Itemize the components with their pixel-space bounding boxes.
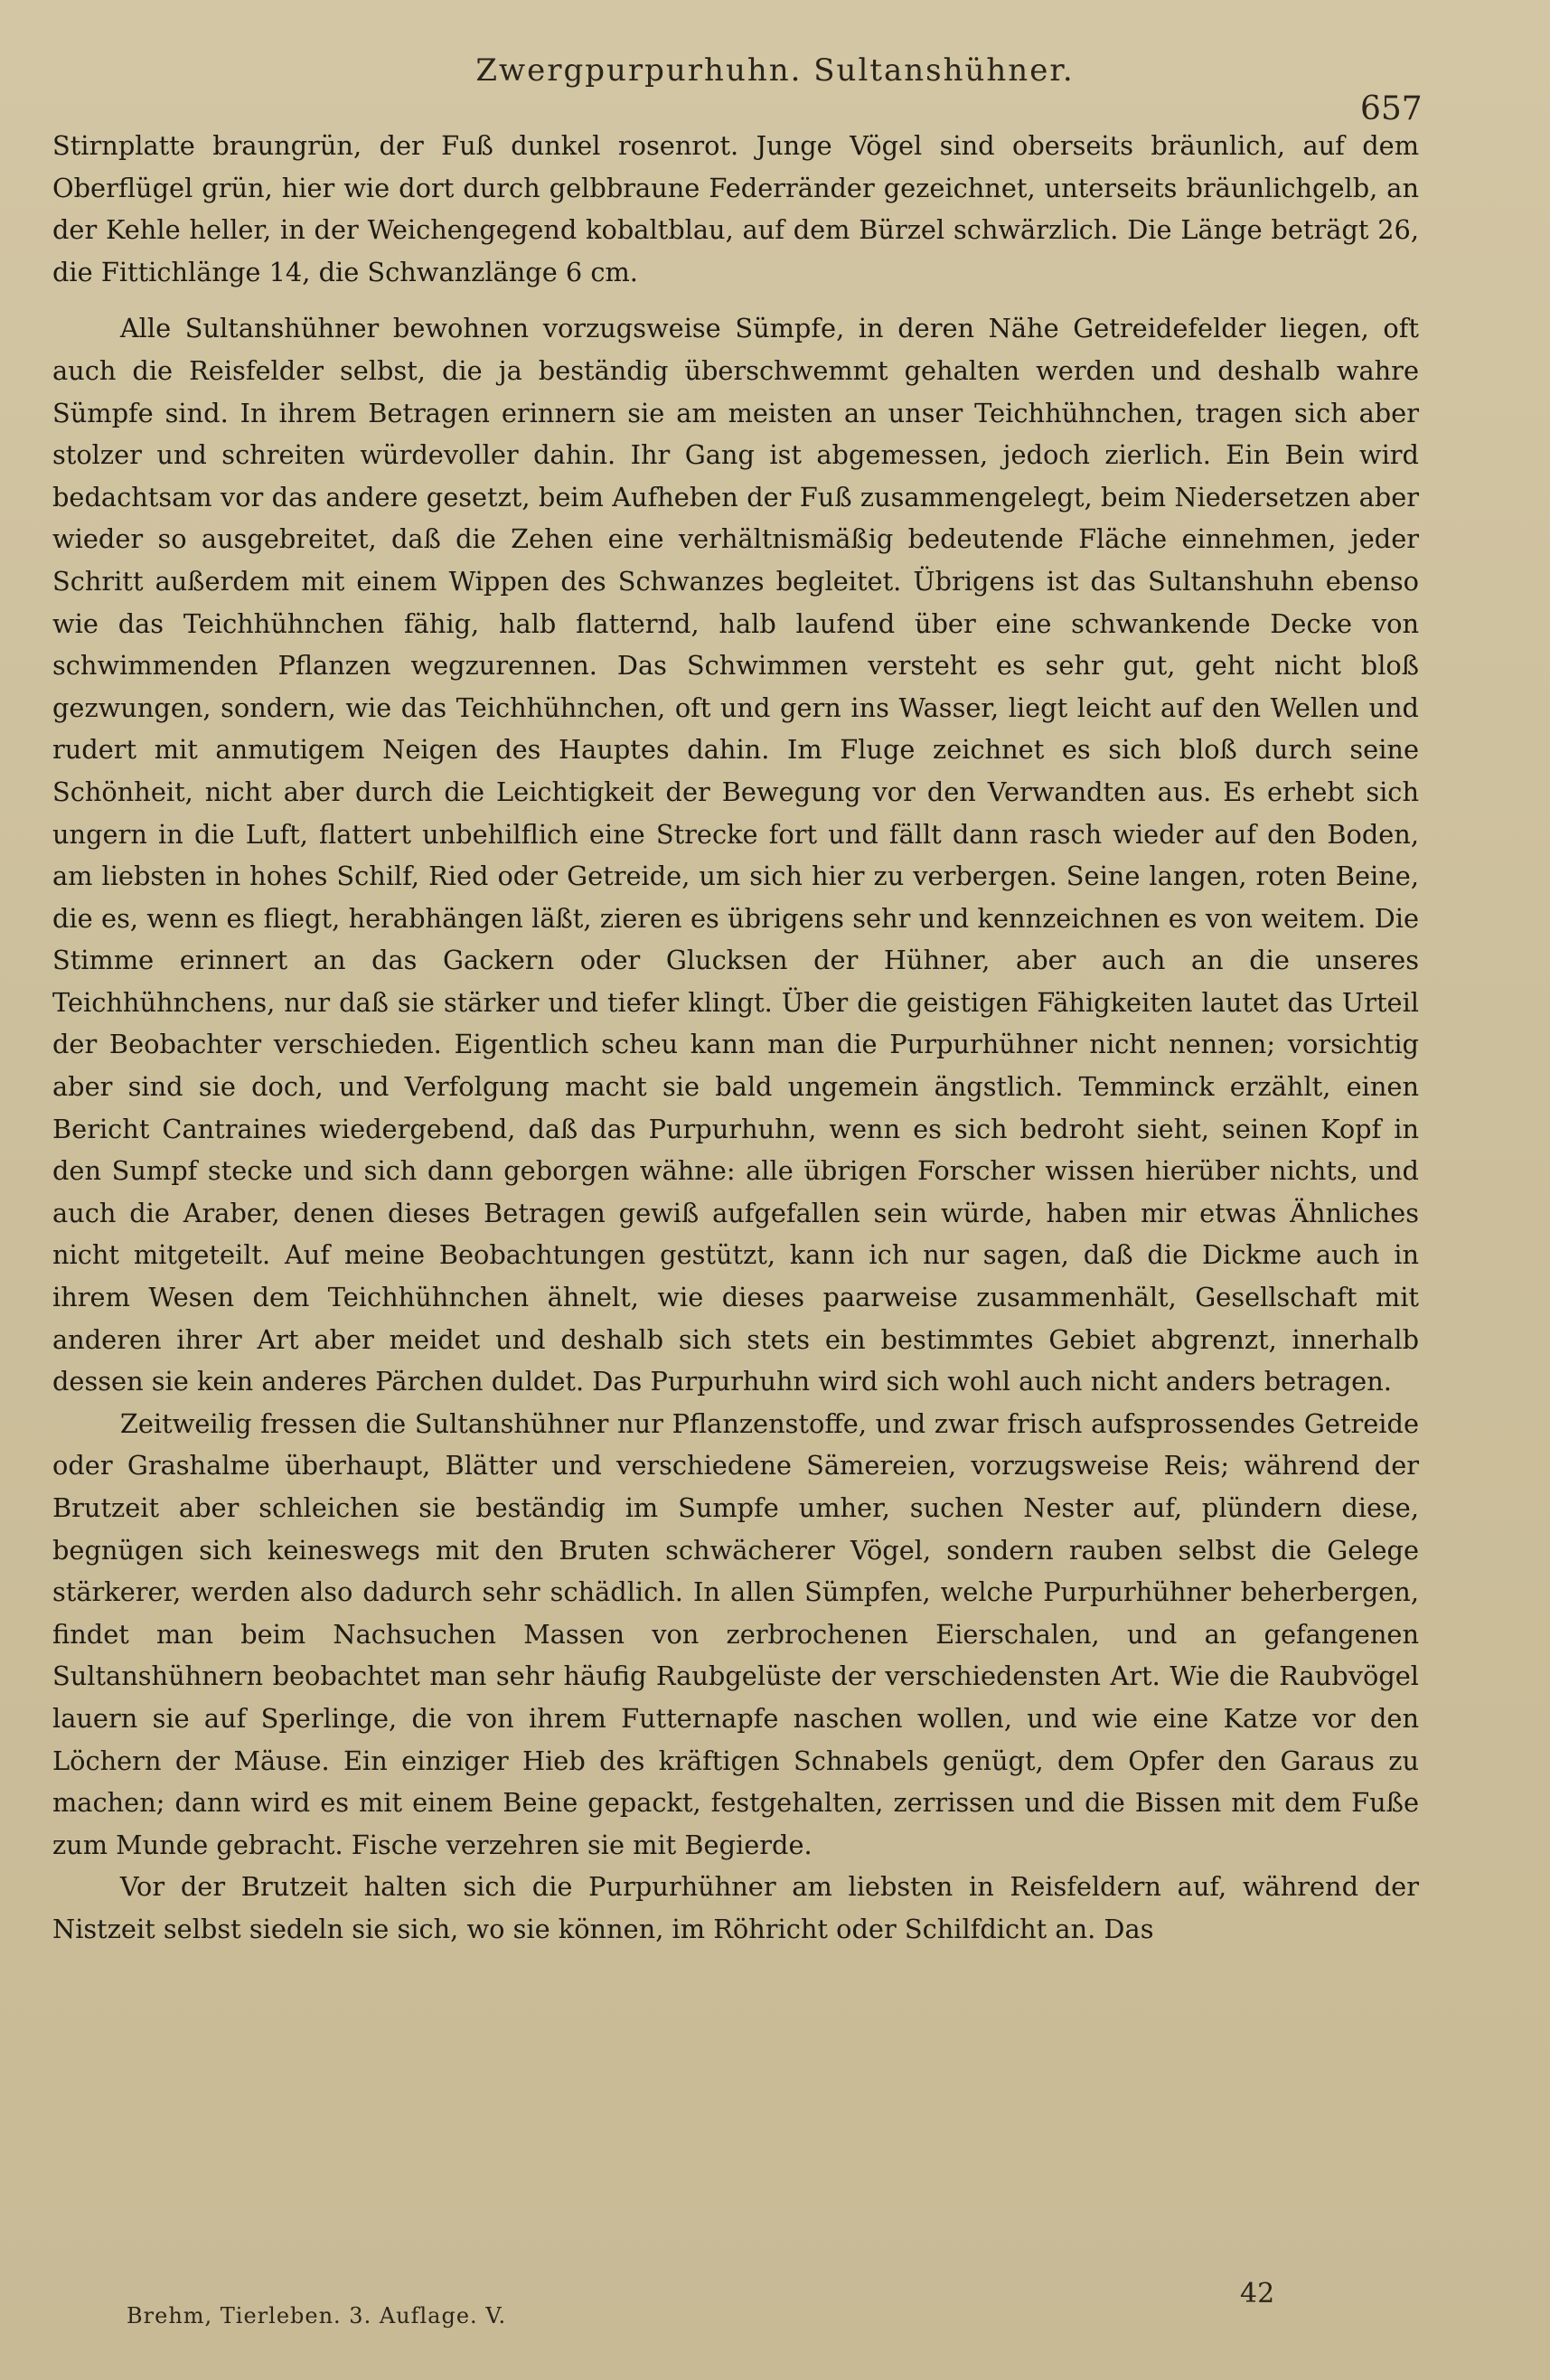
running-head: Zwergpurpurhuhn. Sultanshühner.: [475, 52, 1075, 89]
page-number: 657: [1360, 90, 1423, 127]
body-text: [52, 125, 1419, 1951]
paragraph: Alle Sultanshühner bewohnen vorzugsweise Sümpfe, in deren Nähe Getreidefelder liegen, oft auch die Reisfelder selbst, die ja beständig überschwemmt gehalten werden und deshalb wahre Sümpfe sind. In ihrem Betragen erinnern sie am meisten an unser Teichhühnchen, tragen sich aber stolzer und schreiten würdevoller dahin. Ihr Gang ist abgemessen, jedoch zierlich. Ein Bein wird bedachtsam vor das andere gesetzt, beim Aufheben der Fuß zusammengelegt, beim Niedersetzen aber wieder so ausgebreitet, daß die Zehen eine verhältnismäßig bedeutende Fläche einnehmen, jeder Schritt außerdem mit einem Wippen des Schwanzes begleitet. Übrigens ist das Sultanshuhn ebenso wie das Teichhühnchen fähig, halb flatternd, halb laufend über eine schwankende Decke von schwimmenden Pflanzen wegzurennen. Das Schwimmen versteht es sehr gut, geht nicht bloß gezwungen, sondern, wie das Teichhühnchen, oft und gern ins Wasser, liegt leicht auf den Wellen und rudert mit anmutigem Neigen des Hauptes dahin. Im Fluge zeichnet es sich bloß durch seine Schönheit, nicht aber durch die Leichtigkeit der Bewegung vor den Verwandten aus. Es erhebt sich ungern in die Luft, flattert unbehilflich eine Strecke fort und fällt dann rasch wieder auf den Boden, am liebsten in hohes Schilf, Ried oder Getreide, um sich hier zu verbergen. Seine langen, roten Beine, die es, wenn es fliegt, herabhängen läßt, zieren es übrigens sehr und kennzeichnen es von weitem. Die Stimme erinnert an das Gackern oder Glucksen der Hühner, aber auch an die unseres Teichhühnchens, nur daß sie stärker und tiefer klingt. Über die geistigen Fähigkeiten lautet das Urteil der Beobachter verschieden. Eigentlich scheu kann man die Purpurhühner nicht nennen; vorsichtig aber sind sie doch, und Verfolgung macht sie bald ungemein ängstlich. Temminck erzählt, einen Bericht Cantraines wiedergebend, daß das Purpurhuhn, wenn es sich bedroht sieht, seinen Kopf in den Sumpf stecke und sich dann geborgen wähne: alle übrigen Forscher wissen hierüber nichts, und auch die Araber, denen dieses Betragen gewiß aufgefallen sein würde, haben mir etwas Ähnliches nicht mitgeteilt. Auf meine Beobachtungen gestützt, kann ich nur sagen, daß die Dickme auch in ihrem Wesen dem Teichhühnchen ähnelt, wie dieses paarweise zusammenhält, Gesellschaft mit anderen ihrer Art aber meidet und deshalb sich stets ein bestimmtes Gebiet abgrenzt, innerhalb dessen sie kein anderes Pärchen duldet. Das Purpurhuhn wird sich wohl auch nicht anders betragen.: [52, 313, 1419, 1397]
signature-number: 42: [1240, 2278, 1275, 2309]
paragraph: Vor der Brutzeit halten sich die Purpurhühner am liebsten in Reisfeldern auf, während der Nistzeit selbst siedeln sie sich, wo sie können, im Röhricht oder Schilfdicht an. Das: [52, 1871, 1419, 1944]
paragraph: Zeitweilig fressen die Sultanshühner nur Pflanzenstoffe, und zwar frisch aufsprossendes Getreide oder Grashalme überhaupt, Blätter und verschiedene Sämereien, vorzugsweise Reis; während der Brutzeit aber schleichen sie beständig im Sumpfe umher, suchen Nester auf, plündern diese, begnügen sich keineswegs mit den Bruten schwächerer Vögel, sondern rauben selbst die Gelege stärkerer, werden also dadurch sehr schädlich. In allen Sümpfen, welche Purpurhühner beherbergen, findet man beim Nachsuchen Massen von zerbrochenen Eierschalen, und an gefangenen Sultanshühnern beobachtet man sehr häufig Raubgelüste der verschiedensten Art. Wie die Raubvögel lauern sie auf Sperlinge, die von ihrem Futternapfe naschen wollen, und wie eine Katze vor den Löchern der Mäuse. Ein einziger Hieb des kräftigen Schnabels genügt, dem Opfer den Garaus zu machen; dann wird es mit einem Beine gepackt, festgehalten, zerrissen und die Bissen mit dem Fuße zum Munde gebracht. Fische verzehren sie mit Begierde.: [52, 1407, 1419, 1860]
paragraph-continued: Stirnplatte braungrün, der Fuß dunkel rosenrot. Junge Vögel sind oberseits bräunlich, auf dem Oberflügel grün, hier wie dort durch gelbbraune Federränder gezeichnet, unterseits bräunlichgelb, an der Kehle heller, in der Weichengegend kobaltblau, auf dem Bürzel schwärzlich. Die Länge beträgt 26, die Fittichlänge 14, die Schwanzlänge 6 cm.: [52, 130, 1419, 287]
footer-imprint: Brehm, Tierleben. 3. Auflage. V.: [127, 2303, 507, 2328]
